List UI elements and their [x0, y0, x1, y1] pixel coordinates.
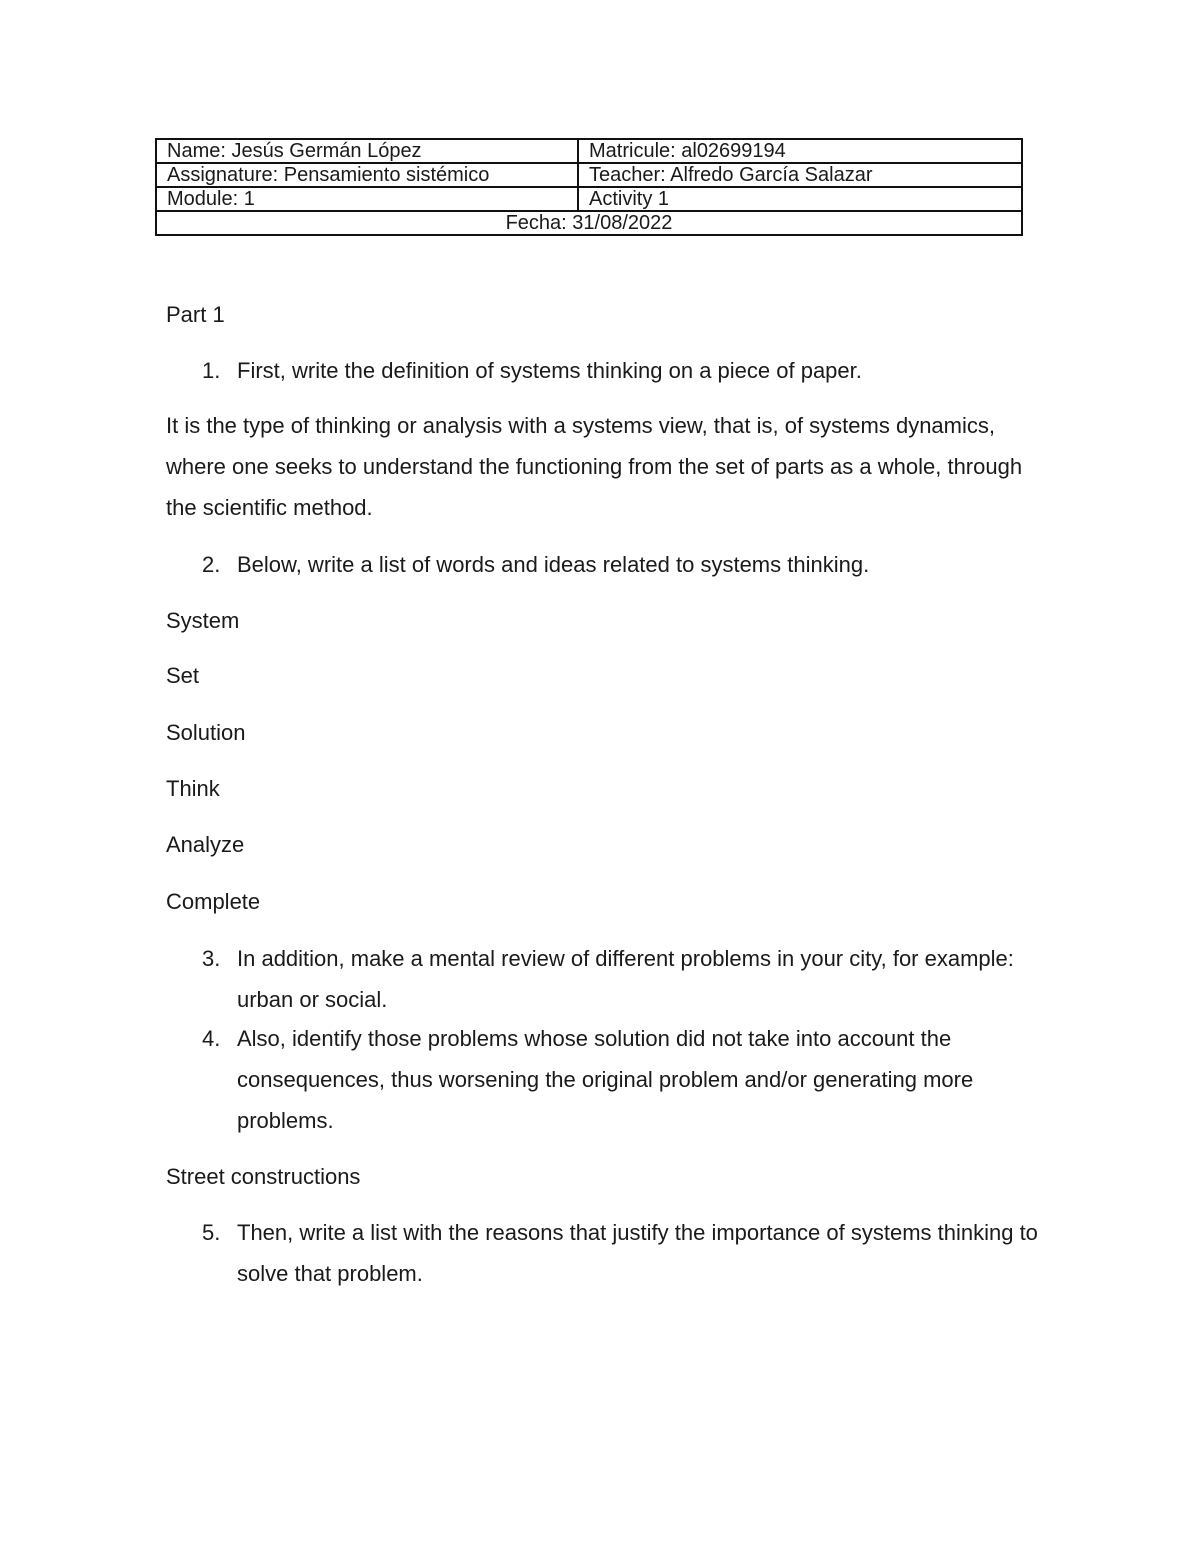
part-title: Part 1	[166, 302, 225, 327]
question-number: 2.	[202, 552, 221, 577]
word-item: Think	[166, 776, 220, 801]
student-info-table	[155, 138, 1023, 236]
word-item: Solution	[166, 720, 246, 745]
word-item: System	[166, 608, 240, 633]
question-text: Also, identify those problems whose solution did not take into account the consequences, thus worsening the original problem and/or generating more problems.	[237, 1026, 974, 1133]
question-number: 5.	[202, 1220, 221, 1245]
question-2	[166, 544, 1046, 585]
question-text: In addition, make a mental review of different problems in your city, for example: urban or social.	[237, 946, 1014, 1012]
question-number: 1.	[202, 358, 221, 383]
table-row	[156, 187, 1022, 211]
module-cell: Module: 1	[156, 187, 578, 211]
answer-problem: Street constructions	[166, 1164, 361, 1189]
table-row	[156, 139, 1022, 163]
table-row	[156, 163, 1022, 187]
word-item: Set	[166, 663, 200, 688]
teacher-cell: Teacher: Alfredo García Salazar	[578, 163, 1022, 187]
assignature-cell: Assignature: Pensamiento sistémico	[156, 163, 578, 187]
date-cell: Fecha: 31/08/2022	[156, 211, 1022, 235]
question-number: 4.	[202, 1026, 221, 1051]
matricule-cell: Matricule: al02699194	[578, 139, 1022, 163]
question-3	[166, 938, 1046, 1020]
question-number: 3.	[202, 946, 221, 971]
question-4	[166, 1018, 1046, 1141]
answer-definition: It is the type of thinking or analysis with a systems view, that is, of systems dynamics, where one seeks to understand the functioning from the set of parts as a whole, through the scientific method.	[166, 413, 1023, 520]
table-row	[156, 211, 1022, 235]
question-text: Below, write a list of words and ideas related to systems thinking.	[237, 552, 870, 577]
student-name-cell: Name: Jesús Germán López	[156, 139, 578, 163]
word-item: Complete	[166, 889, 261, 914]
question-text: First, write the definition of systems thinking on a piece of paper.	[237, 358, 862, 383]
question-text: Then, write a list with the reasons that justify the importance of systems thinking to solve that problem.	[237, 1220, 1038, 1286]
activity-cell: Activity 1	[578, 187, 1022, 211]
word-item: Analyze	[166, 832, 245, 857]
question-1	[166, 350, 1046, 391]
question-5	[166, 1212, 1046, 1294]
